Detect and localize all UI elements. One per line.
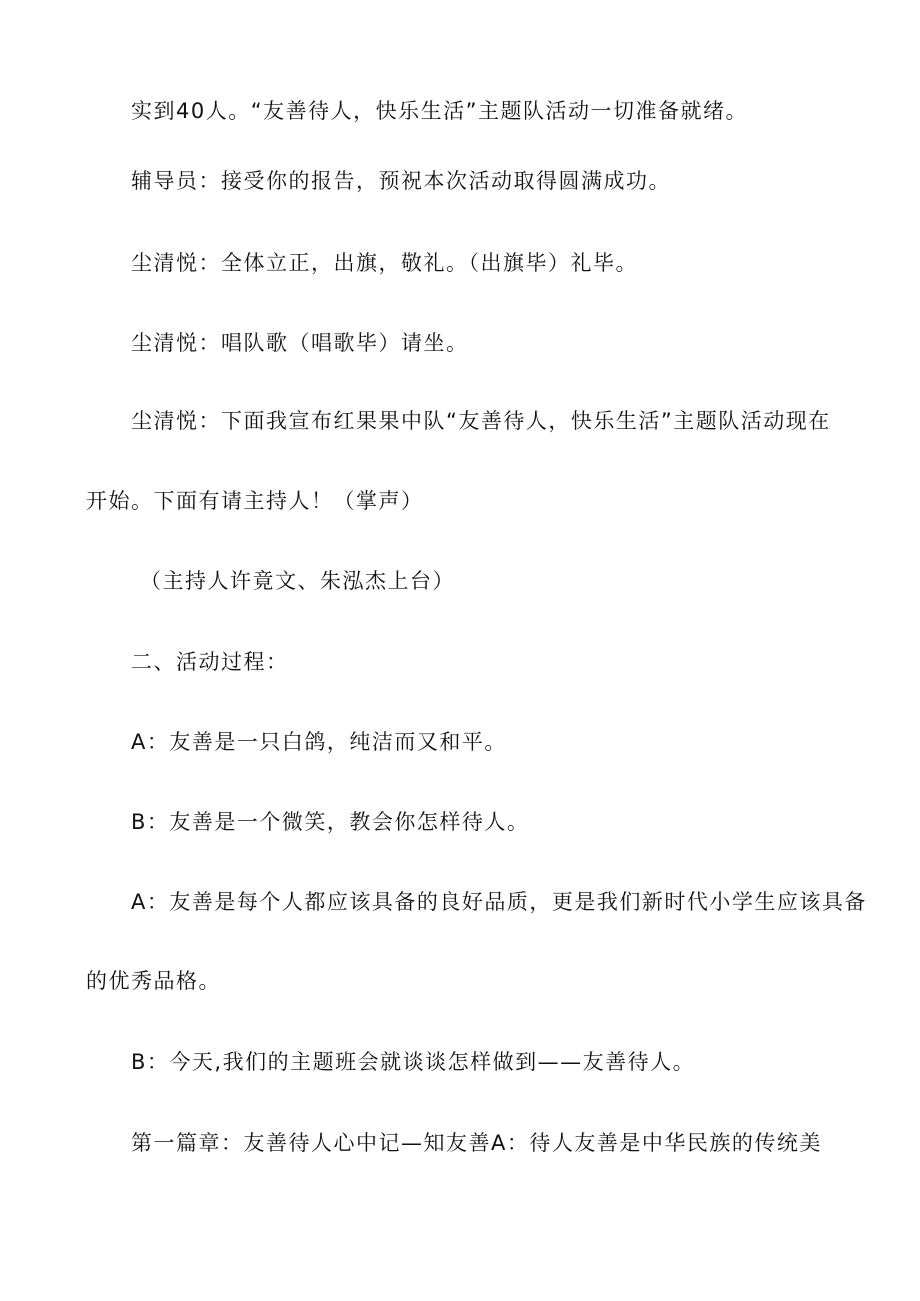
text-line: 第一篇章：友善待人心中记—知友善A：待人友善是中华民族的传统美 — [131, 1131, 822, 1155]
text-line: 的优秀品格。 — [86, 969, 221, 993]
text-line: 实到40人。“友善待人，快乐生活”主题队活动一切准备就绪。 — [131, 99, 748, 123]
text-line: 尘清悦：下面我宣布红果果中队“友善待人，快乐生活”主题队活动现在 — [131, 409, 831, 433]
text-line: 尘清悦：全体立正，出旗，敬礼。（出旗毕）礼毕。 — [131, 251, 638, 275]
text-line: 尘清悦：唱队歌（唱歌毕）请坐。 — [131, 331, 469, 355]
text-line: （主持人许竟文、朱泓杰上台） — [140, 569, 455, 593]
text-line: A：友善是每个人都应该具备的良好品质，更是我们新时代小学生应该具备 — [131, 890, 867, 914]
section-heading: 二、活动过程： — [131, 650, 289, 674]
text-line: A：友善是一只白鸽，纯洁而又和平。 — [131, 730, 507, 754]
text-line: 辅导员：接受你的报告，预祝本次活动取得圆满成功。 — [131, 169, 671, 193]
text-line: B：今天,我们的主题班会就谈谈怎样做到——友善待人。 — [131, 1050, 696, 1074]
text-line: 开始。下面有请主持人！（掌声） — [86, 489, 424, 513]
text-line: B：友善是一个微笑，教会你怎样待人。 — [131, 810, 530, 834]
